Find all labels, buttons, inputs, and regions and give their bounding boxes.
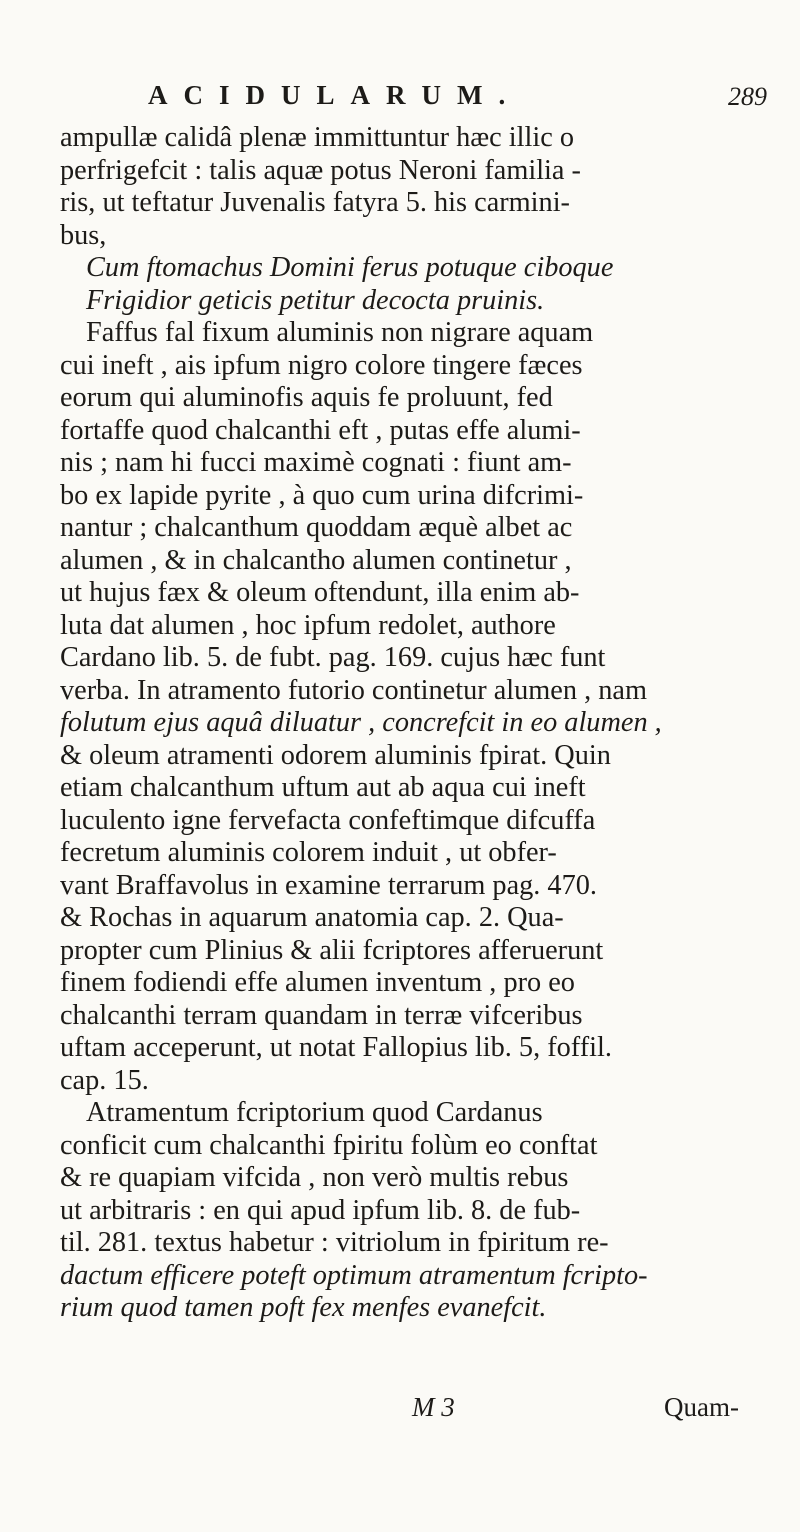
text-line: luculento igne fervefacta confeftimque difcuffa (60, 804, 596, 836)
text-line: perfrigefcit : talis aquæ potus Neroni familia - (60, 154, 581, 186)
text-line: alumen , & in chalcantho alumen continetur , (60, 544, 572, 576)
text-line: & oleum atramenti odorem aluminis fpirat. Quin (60, 739, 611, 771)
verse-line: Frigidior geticis petitur decocta pruinis. (86, 284, 545, 316)
text-line: cui ineft , ais ipfum nigro colore tingere fæces (60, 349, 583, 381)
text-line: verba. In atramento futorio continetur alumen , nam (60, 674, 647, 706)
text-line: ampullæ calidâ plenæ immittuntur hæc illic o (60, 122, 574, 153)
quotation-line: folutum ejus aquâ diluatur , concrefcit in eo alumen , (60, 707, 662, 738)
text-line: & re quapiam vifcida , non verò multis rebus (60, 1162, 569, 1193)
text-line: Cardano lib. 5. de fubt. pag. 169. cujus hæc funt (60, 642, 606, 673)
page-header (0, 80, 800, 120)
text-line: vant Braffavolus in examine terrarum pag. 470. (60, 869, 597, 901)
text-line: nantur ; chalcanthum quoddam æquè albet ac (60, 512, 573, 543)
text-line: uftam acceperunt, ut notat Fallopius lib. 5, foffil. (60, 1032, 612, 1063)
text-line: til. 281. textus habetur : vitriolum in fpiritum re- (60, 1227, 609, 1258)
page-footer (0, 1392, 800, 1428)
text-line: cap. 15. (60, 1064, 149, 1096)
body-text (60, 122, 760, 1325)
text-line: conficit cum chalcanthi fpiritu folùm eo conftat (60, 1129, 598, 1161)
text-line: fortaffe quod chalcanthi eft , putas effe alumi- (60, 414, 581, 446)
signature-mark: M 3 (412, 1392, 455, 1422)
text-line: finem fodiendi effe alumen inventum , pro eo (60, 967, 575, 998)
text-line: bo ex lapide pyrite , à quo cum urina difcrimi- (60, 479, 584, 511)
page-number: 289 (728, 82, 767, 111)
text-line: ut arbitraris : en qui apud ipfum lib. 8. de fub- (60, 1194, 581, 1226)
text-line: Faffus fal fixum aluminis non nigrare aquam (86, 317, 594, 348)
text-line: bus, (60, 219, 107, 251)
text-line: nis ; nam hi fucci maximè cognati : fiunt am- (60, 447, 572, 478)
text-line: chalcanthi terram quandam in terræ vifceribus (60, 999, 583, 1031)
running-title: ACIDULARUM. (148, 80, 522, 110)
text-line: luta dat alumen , hoc ipfum redolet, authore (60, 609, 556, 641)
text-line: eorum qui aluminofis aquis fe proluunt, fed (60, 382, 553, 413)
text-line: propter cum Plinius & alii fcriptores afferuerunt (60, 934, 604, 966)
text-line: Atramentum fcriptorium quod Cardanus (86, 1097, 543, 1128)
verse-line: Cum ftomachus Domini ferus potuque ciboque (86, 252, 614, 283)
text-line: fecretum aluminis colorem induit , ut obfer- (60, 837, 557, 868)
text-line: & Rochas in aquarum anatomia cap. 2. Qua- (60, 902, 564, 933)
text-line: ut hujus fæx & oleum oftendunt, illa enim ab- (60, 577, 580, 608)
text-line: etiam chalcanthum uftum aut ab aqua cui ineft (60, 772, 586, 803)
quotation-line: rium quod tamen poft fex menfes evanefcit. (60, 1292, 547, 1323)
quotation-line: dactum efficere poteft optimum atramentum fcripto- (60, 1259, 648, 1291)
catchword: Quam- (664, 1392, 739, 1422)
text-line: ris, ut teftatur Juvenalis fatyra 5. his carmini- (60, 187, 570, 218)
